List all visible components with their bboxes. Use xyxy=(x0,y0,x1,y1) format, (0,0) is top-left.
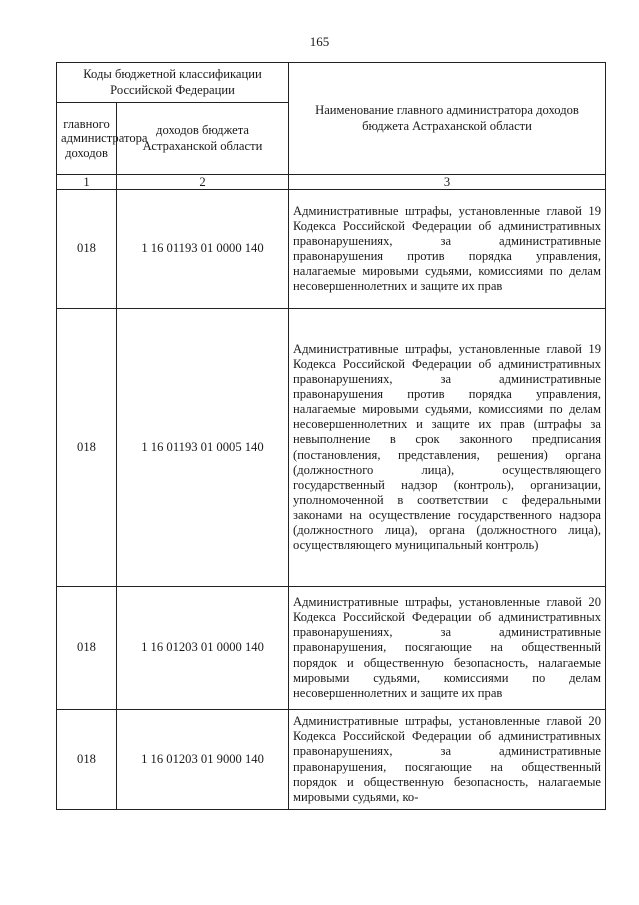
page-number: 165 xyxy=(309,34,330,49)
table-row xyxy=(57,587,606,710)
revenue-code: 1 16 01203 01 0000 140 xyxy=(117,587,289,710)
revenue-description: Административные штрафы, установленные главой 19 Кодекса Российской Федерации об административных правонарушениях, за административные правонарушения против порядка управления, налагаемые мировыми судьями, комиссиями по делам несовершеннолетних и защите их прав (штрафы за невыполнение в срок законного предписания (постановления, представления, решения) органа (должностного лица), осуществляющего государственный надзор (контроль), организации, уполномоченной в соответствии с федеральными законами на осуществление государственного надзора (должностного лица), органа (должностного лица), осуществляющего муниципальный контроль) xyxy=(289,309,606,587)
header-main-admin-code: главного администратора доходов xyxy=(57,103,117,175)
revenue-description: Административные штрафы, установленные главой 19 Кодекса Российской Федерации об административных правонарушениях, за административные правонарушения против порядка управления, налагаемые мировыми судьями, комиссиями по делам несовершеннолетних и защите их прав xyxy=(289,190,606,309)
header-revenue-code: доходов бюджета Астраханской области xyxy=(117,103,289,175)
admin-code: 018 xyxy=(57,587,117,710)
revenue-code: 1 16 01193 01 0005 140 xyxy=(117,309,289,587)
table-row xyxy=(57,710,606,810)
column-number-1: 1 xyxy=(57,175,117,190)
table-row xyxy=(57,190,606,309)
admin-code: 018 xyxy=(57,190,117,309)
header-admin-name: Наименование главного администратора доходов бюджета Астраханской области xyxy=(289,63,606,175)
table-header-row xyxy=(57,63,606,103)
table-row xyxy=(57,309,606,587)
column-numbers-row xyxy=(57,175,606,190)
revenue-code: 1 16 01203 01 9000 140 xyxy=(117,710,289,810)
admin-code: 018 xyxy=(57,309,117,587)
revenue-description: Административные штрафы, установленные главой 20 Кодекса Российской Федерации об административных правонарушениях, за административные правонарушения, посягающие на общественный порядок и общественную безопасность, налагаемые мировыми судьями, ко- xyxy=(289,710,606,810)
admin-code: 018 xyxy=(57,710,117,810)
budget-classification-table xyxy=(56,62,606,810)
revenue-description: Административные штрафы, установленные главой 20 Кодекса Российской Федерации об административных правонарушениях, за административные правонарушения, посягающие на общественный порядок и общественную безопасность, налагаемые мировыми судьями, комиссиями по делам несовершеннолетних и защите их прав xyxy=(289,587,606,710)
column-number-3: 3 xyxy=(289,175,606,190)
revenue-code: 1 16 01193 01 0000 140 xyxy=(117,190,289,309)
header-codes-group: Коды бюджетной классификации Российской Федерации xyxy=(57,63,289,103)
column-number-2: 2 xyxy=(117,175,289,190)
